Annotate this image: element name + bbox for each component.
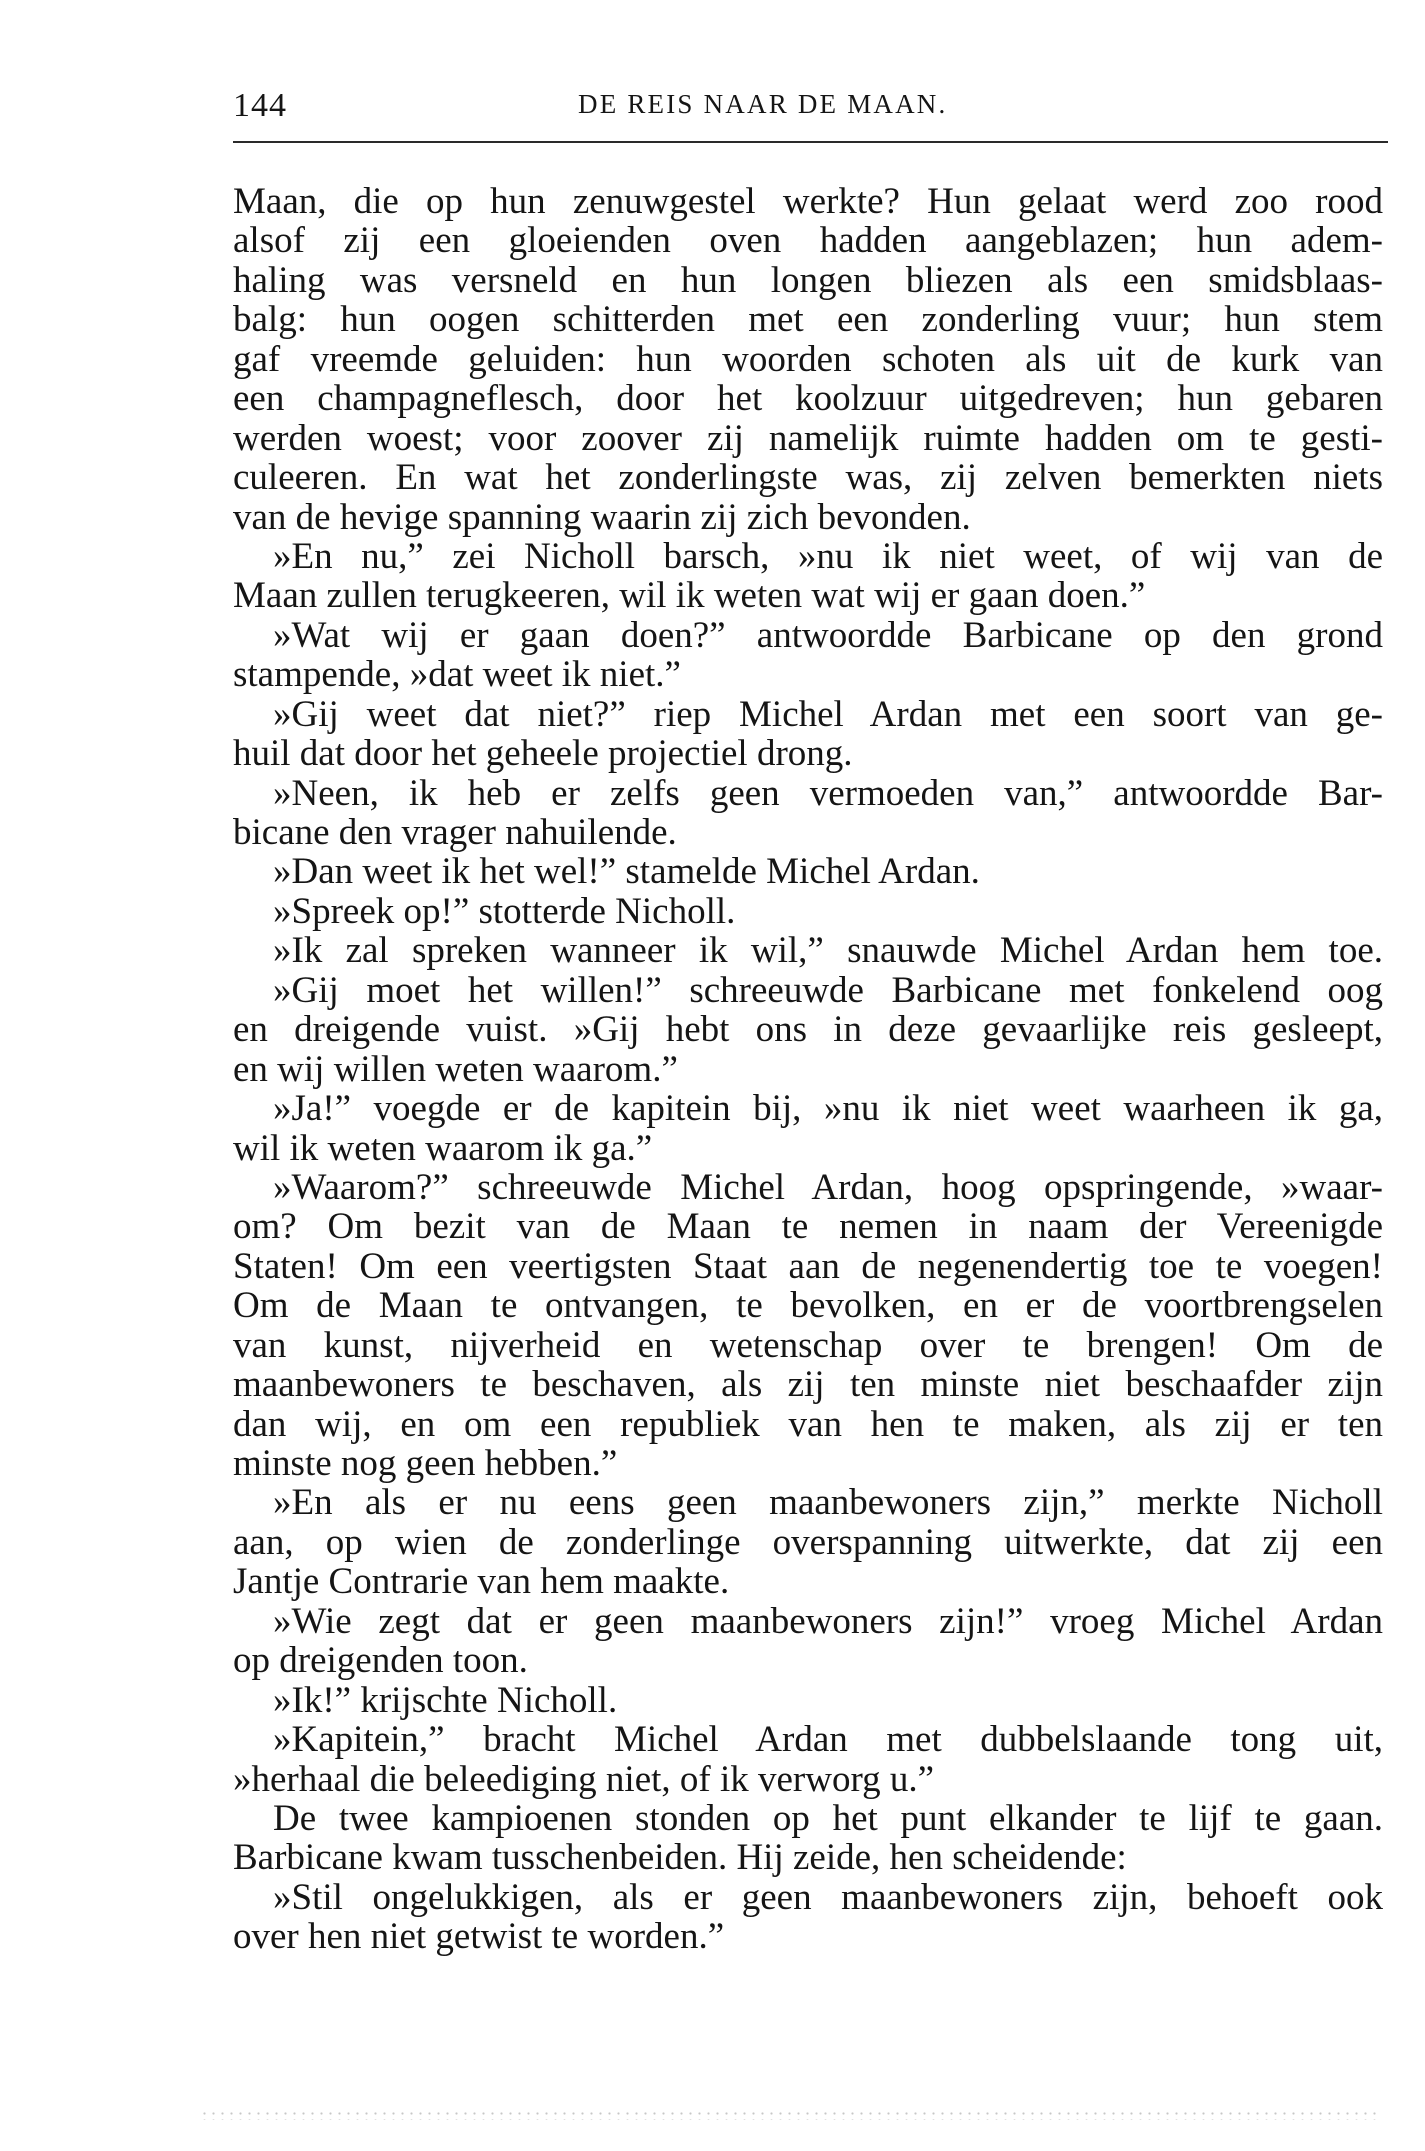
text-line: Maan zullen terugkeeren, wil ik weten wat wij er gaan doen.” xyxy=(233,575,1146,617)
text-line: »En als er nu eens geen maanbewoners zijn,” merkte Nicholl xyxy=(273,1482,1383,1524)
running-head xyxy=(233,83,1383,131)
text-line: en wij willen weten waarom.” xyxy=(233,1048,678,1090)
text-line: »Gij weet dat niet?” riep Michel Ardan met een soort van ge- xyxy=(273,693,1383,735)
text-line: dan wij, en om een republiek van hen te maken, als zij er ten xyxy=(233,1403,1383,1445)
page-number: 144 xyxy=(233,87,287,124)
text-line: »Dan weet ik het wel!” stamelde Michel Ardan. xyxy=(273,851,980,893)
text-line: »Ik!” krijschte Nicholl. xyxy=(273,1679,618,1721)
scan-noise xyxy=(200,2110,1380,2120)
text-line: huil dat door het geheele projectiel drong. xyxy=(233,733,853,775)
header-rule xyxy=(233,141,1388,143)
text-line: »Waarom?” schreeuwde Michel Ardan, hoog opspringende, »waar- xyxy=(273,1166,1383,1208)
text-line: »Stil ongelukkigen, als er geen maanbewoners zijn, behoeft ook xyxy=(273,1876,1383,1918)
text-line: balg: hun oogen schitterden met een zonderling vuur; hun stem xyxy=(233,299,1383,341)
text-line: Om de Maan te ontvangen, te bevolken, en er de voortbrengselen xyxy=(233,1285,1383,1327)
text-line: stampende, »dat weet ik niet.” xyxy=(233,654,681,696)
text-line: Staten! Om een veertigsten Staat aan de negenendertig toe te voegen! xyxy=(233,1245,1383,1287)
text-line: minste nog geen hebben.” xyxy=(233,1443,618,1484)
text-line: »Wat wij er gaan doen?” antwoordde Barbicane op den grond xyxy=(273,614,1383,656)
text-line: culeeren. En wat het zonderlingste was, zij zelven bemerkten niets xyxy=(233,457,1383,499)
text-line: van de hevige spanning waarin zij zich bevonden. xyxy=(233,496,971,538)
text-line: Jantje Contrarie van hem maakte. xyxy=(233,1561,730,1603)
text-line: Barbicane kwam tusschenbeiden. Hij zeide, hen scheidende: xyxy=(233,1837,1127,1879)
text-line: wil ik weten waarom ik ga.” xyxy=(233,1127,653,1169)
text-line: haling was versneld en hun longen bliezen als een smidsblaas- xyxy=(233,259,1383,301)
text-line: »En nu,” zei Nicholl barsch, »nu ik niet weet, of wij van de xyxy=(273,535,1383,577)
text-line: over hen niet getwist te worden.” xyxy=(233,1916,725,1958)
text-line: werden woest; voor zoover zij namelijk ruimte hadden om te gesti- xyxy=(233,417,1383,459)
text-line: »Spreek op!” stotterde Nicholl. xyxy=(273,890,736,932)
text-line: gaf vreemde geluiden: hun woorden schoten als uit de kurk van xyxy=(233,338,1383,380)
text-line: »herhaal die beleediging niet, of ik verworg u.” xyxy=(233,1758,935,1800)
running-title: DE REIS NAAR DE MAAN. xyxy=(578,89,948,119)
text-line: om? Om bezit van de Maan te nemen in naam der Vereenigde xyxy=(233,1206,1383,1248)
text-line: »Ik zal spreken wanneer ik wil,” snauwde Michel Ardan hem toe. xyxy=(273,930,1383,972)
text-line: een champagneflesch, door het koolzuur uitgedreven; hun gebaren xyxy=(233,378,1383,420)
text-line: maanbewoners te beschaven, als zij ten minste niet beschaafder zijn xyxy=(233,1364,1383,1406)
text-line: op dreigenden toon. xyxy=(233,1640,528,1682)
text-line: en dreigende vuist. »Gij hebt ons in deze gevaarlijke reis gesleept, xyxy=(233,1009,1383,1051)
body-text xyxy=(233,182,1383,1957)
text-line: »Ja!” voegde er de kapitein bij, »nu ik niet weet waarheen ik ga, xyxy=(273,1088,1383,1130)
text-line: van kunst, nijverheid en wetenschap over te brengen! Om de xyxy=(233,1324,1383,1366)
text-line: aan, op wien de zonderlinge overspanning uitwerkte, dat zij een xyxy=(233,1521,1383,1563)
text-line: »Wie zegt dat er geen maanbewoners zijn!” vroeg Michel Ardan xyxy=(273,1600,1383,1642)
text-line: »Neen, ik heb er zelfs geen vermoeden van,” antwoordde Bar- xyxy=(273,772,1383,814)
text-line: alsof zij een gloeienden oven hadden aangeblazen; hun adem- xyxy=(233,220,1383,262)
text-line: Maan, die op hun zenuwgestel werkte? Hun gelaat werd zoo rood xyxy=(233,181,1383,222)
text-line: »Kapitein,” bracht Michel Ardan met dubbelslaande tong uit, xyxy=(273,1719,1383,1761)
text-line: De twee kampioenen stonden op het punt elkander te lijf te gaan. xyxy=(273,1797,1383,1839)
text-line: »Gij moet het willen!” schreeuwde Barbicane met fonkelend oog xyxy=(273,969,1383,1011)
text-line: bicane den vrager nahuilende. xyxy=(233,812,677,853)
